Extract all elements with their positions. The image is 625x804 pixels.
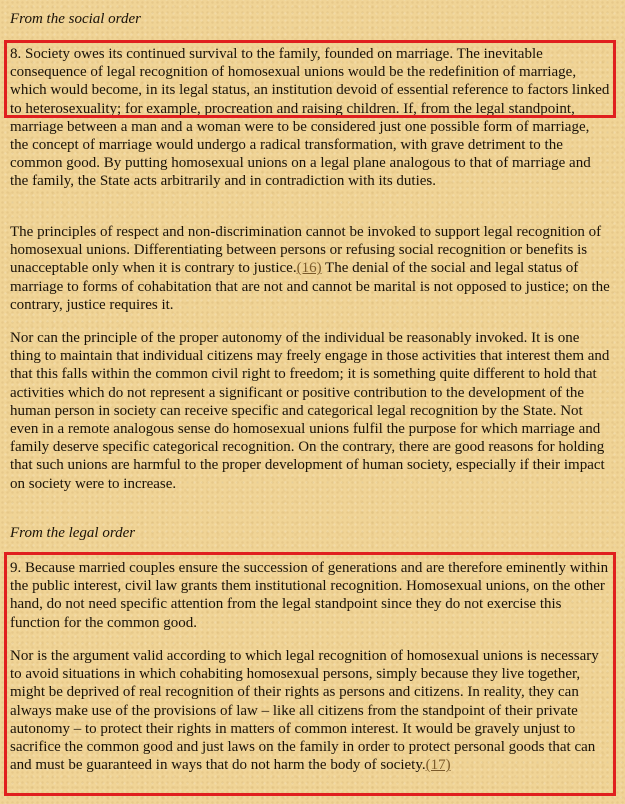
paragraph-autonomy: Nor can the principle of the proper autonomy of the individual be reasonably invoked. It is one thing to maintain that individual citizens may freely engage in those activities that interest them and that this falls within the common civil right to freedom; it is something quite different to hold that activities which do not represent a significant or positive contribution to the development of the human person in society can receive specific and categorical legal recognition by the State. Not even in a remote analogous sense do homosexual unions fulfil the purpose for which marriage and family deserve specific categorical recognition. On the contrary, there are good reasons for holding that such unions are harmful to the proper development of human society, especially if their impact on society were to increase. (10, 330, 610, 492)
footnote-link-17[interactable]: (17) (425, 757, 451, 774)
paragraph-principles-text: The principles of respect and non-discrimination cannot be invoked to support legal recognition of homosexual unions. Differentiating between persons or refusing social recognition or benefits is unacceptable only when it is contrary to justice. (10, 224, 602, 277)
footnote-link-16[interactable]: (16) (296, 260, 322, 277)
section-heading-legal-order: From the legal order (10, 525, 136, 541)
paragraph-argument-text: Nor is the argument valid according to which legal recognition of homosexual unions is necessary to avoid situations in which cohabiting homosexual persons, simply because they live together, might be deprived of real recognition of their rights as persons and citizens. In reality, they can always make use of the provisions of law – like all citizens from the standpoint of their private autonomy – to protect their rights in matters of common interest. It would be gravely unjust to sacrifice the common good and just laws on the family in order to protect personal goods that can and must be guaranteed in ways that do not harm the body of society. (10, 648, 599, 774)
section-heading-social-order: From the social order (10, 11, 141, 27)
paragraph-principles (10, 223, 610, 314)
paragraph-principles-text-after: The denial of the social and legal status of marriage to forms of cohabitation that are not and cannot be marital is not opposed to justice; on the contrary, justice requires it. (10, 260, 610, 313)
paragraph-8: 8. Society owes its continued survival to the family, founded on marriage. The inevitable consequence of legal recognition of homosexual unions would be the redefinition of marriage, which would become, in its legal status, an institution devoid of essential reference to factors linked to heterosexuality; for example, procreation and raising children. If, from the legal standpoint, marriage between a man and a woman were to be considered just one possible form of marriage, the concept of marriage would undergo a radical transformation, with grave detriment to the common good. By putting homosexual unions on a legal plane analogous to that of marriage and the family, the State acts arbitrarily and in contradiction with its duties. (10, 46, 610, 190)
paragraph-9: 9. Because married couples ensure the succession of generations and are therefore eminently within the public interest, civil law grants them institutional recognition. Homosexual unions, on the other hand, do not need specific attention from the legal standpoint since they do not exercise this function for the common good. (10, 560, 609, 631)
paragraph-argument (10, 647, 610, 774)
